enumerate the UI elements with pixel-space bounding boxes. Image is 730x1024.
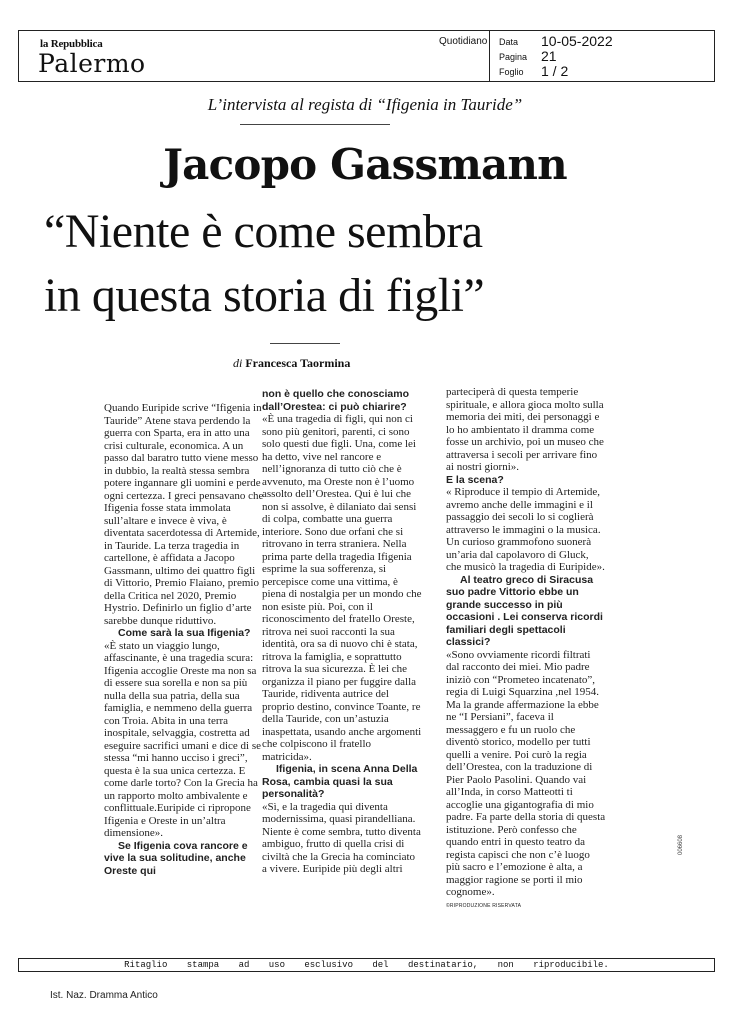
article-column-1 <box>104 402 264 877</box>
edition-name: Palermo <box>38 49 146 78</box>
article-column-3 <box>446 386 606 910</box>
clipping-meta <box>499 33 699 78</box>
page-value: 21 <box>541 48 557 64</box>
paragraph: «Sono ovviamente ricordi filtrati dal racconto dei miei. Mio padre iniziò con “Prometeo incatenato”, regia di Luigi Squarzina ,nel 1954. Ma la grande affermazione la ebbe ne “I Persiani”, faceva il messaggero e fu un ruolo che diventò storico, modello per tutti quelli a venire. Poi curò la regia dell’Orestea, con la traduzione di Pier Paolo Pasolini. Quando vai all’Inda, in corso Matteotti ti accoglie una gigantografia di mio padre. Fa parte della storia di questa istituzione. Però confesso che quando entri in questo teatro da regista capisci che non c’è luogo più sacro e l’emozione è alta, a maggior ragione se porti il mio cognome». <box>446 648 606 898</box>
headline-quote-line-2: in questa storia di figli” <box>44 269 485 322</box>
kicker-rule <box>240 124 390 125</box>
paragraph: «È una tragedia di figli, qui non ci sono più genitori, parenti, ci sono solo questi due figli. Una, come lei ha detto, vive nel rancore e nell’ignoranza di tutto ciò che è avvenuto, ma Oreste non è l’uomo assolto dell’Orestea. Qui è lui che non si assolve, è dilaniato dai sensi di colpa, combatte una guerra interiore. Sono due orfani che si ritrovano in terra straniera. Nella prima parte della tragedia Ifigenia esprime la sua sofferenza, si percepisce come una vittima, è piena di nostalgia per un mondo che non esiste più. Poi, con il riconoscimento del fratello Oreste, ritrova nei suoi racconti la sua identità, ora sa di nuovo chi è stata, ritrova la famiglia, e soprattutto ritrova la sua sicurezza. È lei che organizza il piano per fuggire dalla Tauride, ridiventa autrice del proprio destino, convince Toante, re della Tauride, con un’astuzia inaspettata, usando anche argomenti che colpiscono il fratello matricida». <box>262 413 422 763</box>
interview-question: Se Ifigenia cova rancore e vive la sua solitudine, anche Oreste qui <box>104 839 248 877</box>
byline-rule <box>270 343 340 344</box>
paragraph: «È stato un viaggio lungo, affascinante, è una tragedia scura: Ifigenia accoglie Oreste ma non sa di essere sua sorella e non sa più nulla della sua patria, della sua famiglia, e nemmeno della guerra con Troia. Abita in una terra inospitale, selvaggia, costretta ad eseguire sacrifici umani e dice di se stessa “mi hanno ucciso i greci”, questa è la sua unica certezza. E come darle torto? Con la Grecia ha un rapporto molto ambivalente e conflittuale.Euripide ci ripropone Ifigenia e Oreste in un’altra dimensione». <box>104 639 261 839</box>
meta-row-sheet <box>499 63 699 78</box>
clipping-footer: Ritaglio stampa ad uso esclusivo del destinatario, non riproducibile. <box>18 958 715 972</box>
interview-question: non è quello che conosciamo dall’Orestea: ci può chiarire? <box>262 388 410 413</box>
interview-question: Al teatro greco di Siracusa suo padre Vittorio ebbe un grande successo in più occasioni . Lei conserva ricordi familiari degli spettacoli classici? <box>446 573 603 648</box>
clipping-code: 006608 <box>678 834 684 855</box>
meta-row-date <box>499 33 699 48</box>
date-label: Data <box>499 37 519 47</box>
article-column-2 <box>262 388 422 876</box>
byline <box>233 356 350 371</box>
date-value: 10-05-2022 <box>541 33 613 49</box>
article-kicker: L’intervista al regista di “Ifigenia in Tauride” <box>207 95 523 114</box>
article-name: Jacopo Gassmann <box>163 140 567 189</box>
interview-question: E la scena? <box>446 473 504 486</box>
copyright-notice: ©RIPRODUZIONE RISERVATA <box>446 902 522 909</box>
paragraph: parteciperà di questa temperie spirituale, e allora gioca molto sulla memoria dei miti, dei personaggi e lo ho ambientato il dramma come fosse un archivio, poi un museo che attraversa i secoli per arrivare fino ai nostri giorni». <box>446 386 604 473</box>
publication-type: Quotidiano <box>439 36 488 47</box>
meta-row-page <box>499 48 699 63</box>
paragraph: Quando Euripide scrive “Ifigenia in Tauride” Atene stava perdendo la guerra con Sparta, era in atto una crisi culturale, economica. A un passo dal baratro tutto viene messo in dubbio, la realtà stessa sembra potere ingannare gli uomini e perde ogni certezza. I greci pensavano che Ifigenia fosse stata immolata sull’altare e invece è viva, è diventata sacerdotessa di Artemide, in Tauride. La terza tragedia in cartellone, è affidata a Jacopo Gassmann, ultimo dei quattro figli di Vittorio, Premio Flaiano, premio della Critica nel 2020, Premio Hystrio. Definirlo un figlio d’arte sarebbe dunque riduttivo. <box>104 402 264 627</box>
paragraph: «Sì, e la tragedia qui diventa modernissima, quasi pirandelliana. Niente è come sembra, tutto diventa ambiguo, frutto di quella crisi di civiltà che la Grecia ha cominciato a vivere. Euripide più degli altri <box>262 800 421 875</box>
interview-question: Ifigenia, in scena Anna Della Rosa, cambia quasi la sua personalità? <box>262 763 418 800</box>
paragraph: « Riproduce il tempio di Artemide, avremo anche delle immagini e il passaggio dei secoli lo si coglierà attraverso le immagini o la musica. Un curioso grammofono suonerà un’aria dal capolavoro di Gluck, che musicò la tragedia di Euripide». <box>446 486 605 573</box>
headline-quote-line-1: “Niente è come sembra <box>44 205 483 258</box>
publication-name: la Repubblica <box>40 38 103 50</box>
page-label: Pagina <box>499 52 528 62</box>
clipping-header <box>18 30 715 82</box>
byline-prefix: di <box>233 356 243 370</box>
sheet-value: 1 / 2 <box>541 63 569 79</box>
interview-question: Come sarà la sua Ifigenia? <box>118 627 251 639</box>
clipping-source: Ist. Naz. Dramma Antico <box>50 990 158 1001</box>
byline-author: Francesca Taormina <box>245 356 351 370</box>
header-divider <box>489 31 490 81</box>
sheet-label: Foglio <box>499 67 524 77</box>
